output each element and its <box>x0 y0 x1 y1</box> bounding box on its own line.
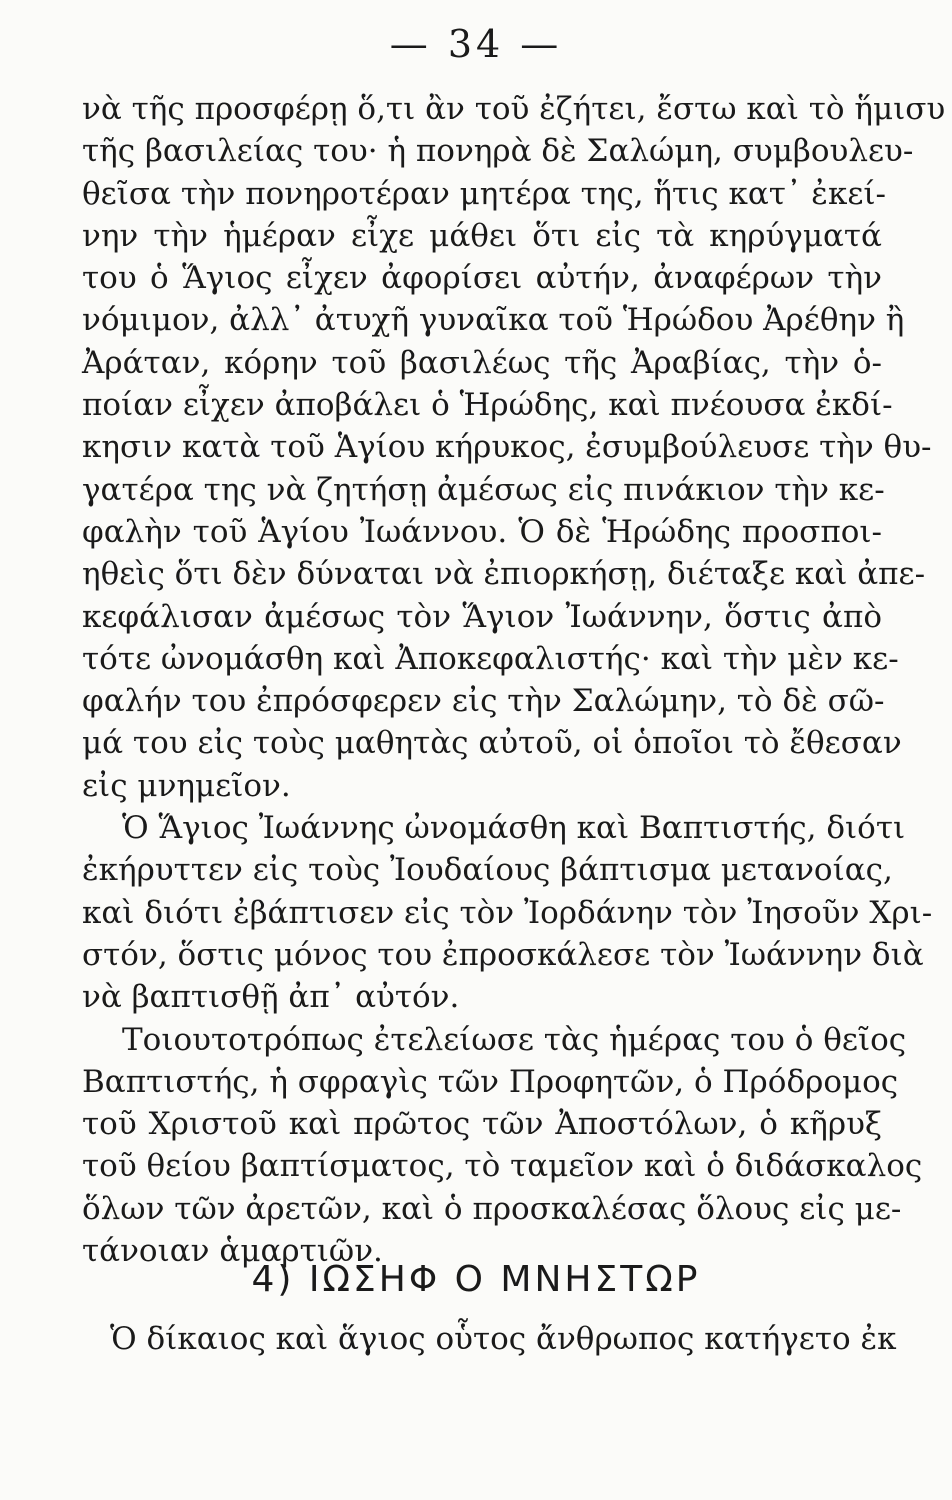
text-line: Ὁ Ἅγιος Ἰωάννης ὠνομάσθη καὶ Βαπτιστής, διότι <box>122 810 906 847</box>
text-line: του ὁ Ἅγιος εἶχεν ἀφορίσει αὐτήν, ἀναφέρων τὴν <box>82 260 882 297</box>
paragraph-baptist <box>82 807 933 1018</box>
paragraph-conclusion <box>82 1019 923 1273</box>
text-line: νην τὴν ἡμέραν εἶχε μάθει ὅτι εἰς τὰ κηρύγματά <box>82 217 882 254</box>
page-number: — 34 — <box>389 22 563 66</box>
text-line: τάνοιαν ἁμαρτιῶν. <box>82 1233 383 1270</box>
text-line: καὶ διότι ἐβάπτισεν εἰς τὸν Ἰορδάνην τὸν Ἰησοῦν Χρι- <box>82 894 933 931</box>
text-line: τοῦ θείου βαπτίσματος, τὸ ταμεῖον καὶ ὁ διδάσκαλος <box>82 1148 923 1185</box>
text-line: τῆς βασιλείας του· ἡ πονηρὰ δὲ Σαλώμη, συμβουλευ- <box>82 133 914 170</box>
main-text <box>82 88 946 1272</box>
text-line: Τοιουτοτρόπως ἐτελείωσε τὰς ἡμέρας του ὁ θεῖος <box>122 1021 907 1058</box>
text-line: τότε ὠνομάσθη καὶ Ἀποκεφαλιστής· καὶ τὴν μὲν κε- <box>82 640 899 677</box>
text-line: ηθεὶς ὅτι δὲν δύναται νὰ ἐπιορκήσῃ, διέταξε καὶ ἀπε- <box>82 556 926 593</box>
paragraph-salome <box>82 88 946 807</box>
next-section-text: Ὁ δίκαιος καὶ ἅγιος οὗτος ἄνθρωπος κατήγετο ἐκ <box>110 1321 897 1357</box>
text-line: φαλὴν τοῦ Ἁγίου Ἰωάννου. Ὁ δὲ Ἡρώδης προσποι- <box>82 513 882 550</box>
text-line: Βαπτιστής, ἡ σφραγὶς τῶν Προφητῶν, ὁ Πρόδρομος <box>82 1063 899 1100</box>
text-line: τοῦ Χριστοῦ καὶ πρῶτος τῶν Ἀποστόλων, ὁ κῆρυξ <box>82 1106 882 1143</box>
text-line: κεφάλισαν ἀμέσως τὸν Ἅγιον Ἰωάννην, ὅστις ἀπὸ <box>82 598 882 635</box>
text-line: θεῖσα τὴν πονηροτέραν μητέρα της, ἥτις κατ᾽ ἐκεί- <box>82 175 887 212</box>
text-line: νόμιμον, ἀλλ᾽ ἀτυχῆ γυναῖκα τοῦ Ἡρώδου Ἀρέθην ἢ <box>82 302 905 339</box>
text-line: νὰ τῆς προσφέρῃ ὅ,τι ἂν τοῦ ἐζήτει, ἔστω καὶ τὸ ἥμισυ <box>82 91 946 127</box>
text-line: εἰς μνημεῖον. <box>82 767 291 804</box>
text-line: Ἀράταν, κόρην τοῦ βασιλέως τῆς Ἀραβίας, τὴν ὁ- <box>82 344 882 381</box>
text-line: φαλήν του ἐπρόσφερεν εἰς τὴν Σαλώμην, τὸ δὲ σῶ- <box>82 683 885 720</box>
text-line: ποίαν εἶχεν ἀποβάλει ὁ Ἡρώδης, καὶ πνέουσα ἐκδί- <box>82 387 893 424</box>
text-line: ἐκήρυττεν εἰς τοὺς Ἰουδαίους βάπτισμα μετανοίας, <box>82 852 893 889</box>
section-heading: 4) ΙΩΣΗΦ Ο ΜΝΗΣΤΩΡ <box>251 1259 701 1300</box>
text-line: γατέρα της νὰ ζητήσῃ ἀμέσως εἰς πινάκιον τὴν κε- <box>82 471 885 508</box>
text-line: κησιν κατὰ τοῦ Ἁγίου κήρυκος, ἐσυμβούλευσε τὴν θυ- <box>82 429 932 466</box>
text-line: μά του εἰς τοὺς μαθητὰς αὐτοῦ, οἱ ὁποῖοι τὸ ἔθεσαν <box>82 725 902 762</box>
text-line: νὰ βαπτισθῇ ἀπ᾽ αὐτόν. <box>82 979 460 1016</box>
text-line: στόν, ὅστις μόνος του ἐπροσκάλεσε τὸν Ἰωάννην διὰ <box>82 936 924 973</box>
text-line: ὅλων τῶν ἀρετῶν, καὶ ὁ προσκαλέσας ὅλους εἰς με- <box>82 1190 902 1227</box>
